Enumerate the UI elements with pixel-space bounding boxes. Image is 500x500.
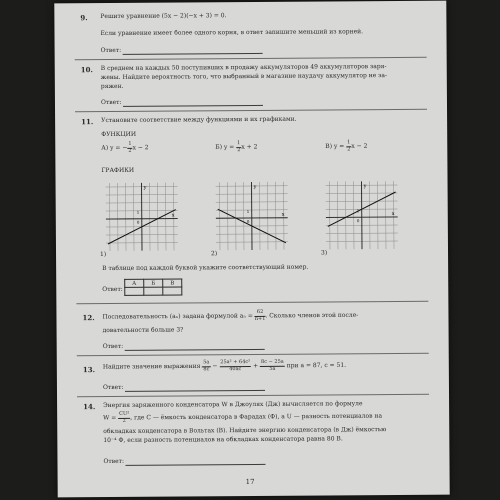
q14-line2-pre: W = bbox=[103, 414, 117, 422]
q13-part1: Найдите значение выражения bbox=[102, 362, 201, 371]
fraction-numerator: 25a² + 64c² bbox=[220, 359, 251, 366]
graph-2-x-label: x bbox=[281, 211, 285, 218]
q11-answer-label: Ответ: bbox=[102, 285, 123, 294]
q10-number: 10. bbox=[80, 65, 93, 75]
fraction-numerator: 1 bbox=[128, 140, 132, 147]
table-note: В таблице под каждой буквой укажите соответствующий номер. bbox=[102, 263, 309, 273]
fraction-denominator: 8c bbox=[203, 365, 210, 372]
q14-line3: обкладках конденсатора в Вольтах (В). Найдите энергию конденсатора (в Дж) ёмкостью bbox=[103, 426, 387, 436]
answer-cell-b[interactable] bbox=[144, 287, 163, 295]
functions-heading: ФУНКЦИИ bbox=[101, 130, 137, 139]
function-v bbox=[325, 140, 367, 152]
q12-fraction bbox=[255, 310, 266, 322]
divider bbox=[75, 57, 427, 60]
graph-1-one: 1 bbox=[136, 209, 140, 215]
q12-answer-line[interactable] bbox=[125, 349, 265, 351]
q13-answer-label: Ответ: bbox=[102, 383, 124, 392]
graph-2-label: 2) bbox=[211, 250, 218, 258]
fraction-denominator: 2 bbox=[237, 146, 241, 153]
function-v-label: В) bbox=[325, 142, 333, 150]
graph-3-x-label: x bbox=[391, 211, 395, 218]
q14-answer-label: Ответ: bbox=[103, 457, 125, 466]
q9-answer-line[interactable] bbox=[123, 53, 263, 55]
graph-2-y-label: y bbox=[253, 183, 257, 190]
answer-cell-a[interactable] bbox=[125, 287, 144, 295]
graph-1-zero: 0 bbox=[136, 219, 140, 225]
q13-expression bbox=[103, 359, 346, 373]
divider bbox=[77, 353, 429, 356]
q10-line1: В среднем на каждых 50 поступивших в продажу аккумуляторов 49 аккумуляторов заря- bbox=[100, 63, 387, 73]
q14-line1: Энергия заряженного конденсатора W в Джоулях (Дж) вычисляется по формуле bbox=[103, 400, 363, 410]
function-a-pre: y = − bbox=[110, 144, 128, 152]
answer-cell-v[interactable] bbox=[163, 287, 182, 295]
answer-table bbox=[124, 278, 182, 295]
q9-text: Решите уравнение (5x − 2)(−x + 3) = 0. bbox=[100, 12, 227, 21]
function-b-pre: y = bbox=[223, 143, 237, 151]
function-a bbox=[101, 142, 148, 154]
graph-2-zero: 0 bbox=[246, 219, 250, 225]
q14-line2-post: , где C — ёмкость конденсатора в Фарадах (Ф), а U — разность потенциалов на bbox=[130, 412, 383, 422]
q11-number: 11. bbox=[81, 117, 94, 127]
function-v-post: x − 2 bbox=[351, 142, 368, 150]
q14-line2 bbox=[103, 410, 382, 424]
table-header-v: В bbox=[163, 279, 182, 287]
q12-number: 12. bbox=[82, 313, 95, 323]
graph-3-label: 3) bbox=[321, 249, 328, 257]
q11-text: Установите соответствие между функциями и их графиками. bbox=[101, 115, 297, 125]
function-b-post: x + 2 bbox=[241, 143, 258, 151]
function-b bbox=[215, 141, 257, 153]
graph-1-x-label: x bbox=[171, 212, 175, 219]
fraction-numerator: 5a bbox=[203, 359, 210, 366]
q10-answer-label: Ответ: bbox=[100, 98, 122, 107]
graph-1-y-label: y bbox=[143, 184, 147, 191]
graph-3 bbox=[326, 181, 398, 250]
fraction-denominator: 2 bbox=[347, 145, 351, 152]
q12-answer-label: Ответ: bbox=[102, 342, 124, 351]
q10-line3: ряжен. bbox=[100, 82, 124, 91]
graph-3-zero: 0 bbox=[356, 218, 360, 224]
graphs-heading: ГРАФИКИ bbox=[101, 166, 135, 175]
fraction-numerator: 1 bbox=[347, 139, 351, 146]
q14-fraction bbox=[118, 412, 130, 424]
function-b-label: Б) bbox=[215, 143, 223, 151]
q12-line2: довательности больше 3? bbox=[102, 326, 184, 335]
page-number: 17 bbox=[245, 477, 255, 487]
q14-number: 14. bbox=[83, 402, 96, 412]
q12-part1: Последовательность (aₙ) задана формулой aₙ = bbox=[102, 312, 253, 321]
table-header-b: Б bbox=[144, 279, 163, 287]
fraction-denominator: n+1 bbox=[254, 315, 266, 322]
q12-line1 bbox=[102, 309, 358, 323]
graph-1 bbox=[106, 183, 178, 252]
graph-2 bbox=[216, 182, 288, 251]
q13-fraction-2 bbox=[219, 360, 251, 372]
graph-2-one: 1 bbox=[246, 209, 250, 215]
q9-number: 9. bbox=[80, 13, 88, 23]
q13-plus: + bbox=[253, 362, 259, 370]
fraction-numerator: CU² bbox=[119, 410, 130, 417]
fraction-denominator: 2 bbox=[128, 147, 132, 154]
q9-note: Если уравнение имеет более одного корня, в ответ запишите меньший из корней. bbox=[100, 28, 364, 38]
function-a-label: А) bbox=[101, 144, 109, 152]
q13-minus: − bbox=[212, 362, 218, 370]
graph-1-label: 1) bbox=[100, 251, 107, 259]
q13-fraction-3 bbox=[260, 360, 285, 372]
q14-answer-line[interactable] bbox=[126, 464, 266, 466]
q13-answer-line[interactable] bbox=[125, 390, 265, 392]
divider bbox=[76, 301, 428, 304]
graph-3-one: 1 bbox=[356, 208, 360, 214]
q14-line4: 10⁻⁴ Ф, если разность потенциалов на обкладках конденсатора равна 80 В. bbox=[103, 435, 343, 445]
fraction-denominator: 40ac bbox=[229, 365, 242, 372]
divider bbox=[75, 109, 427, 112]
fraction-numerator: 1 bbox=[237, 140, 241, 147]
q13-fraction-1 bbox=[202, 360, 210, 372]
q10-line2: жены. Найдите вероятность того, что выбранный в магазине наудачу аккумулятор не за- bbox=[100, 72, 388, 82]
fraction-numerator: 62 bbox=[255, 310, 266, 317]
fraction-denominator: 2 bbox=[122, 417, 126, 424]
q13-number: 13. bbox=[82, 365, 96, 375]
q12-part2: . Сколько членов этой после- bbox=[265, 311, 359, 320]
table-header-a: А bbox=[125, 279, 144, 287]
function-a-post: x − 2 bbox=[132, 144, 149, 152]
divider bbox=[77, 394, 429, 397]
fraction-numerator: 8c − 25a bbox=[261, 358, 284, 365]
graph-3-y-label: y bbox=[363, 183, 367, 190]
fraction-denominator: 5a bbox=[269, 365, 276, 372]
worksheet-page bbox=[54, 1, 449, 498]
q10-answer-line[interactable] bbox=[123, 105, 263, 107]
q9-answer-label: Ответ: bbox=[100, 46, 122, 55]
q13-part2: при a = 87, c = 51. bbox=[286, 361, 347, 370]
function-v-pre: y = bbox=[333, 142, 347, 150]
